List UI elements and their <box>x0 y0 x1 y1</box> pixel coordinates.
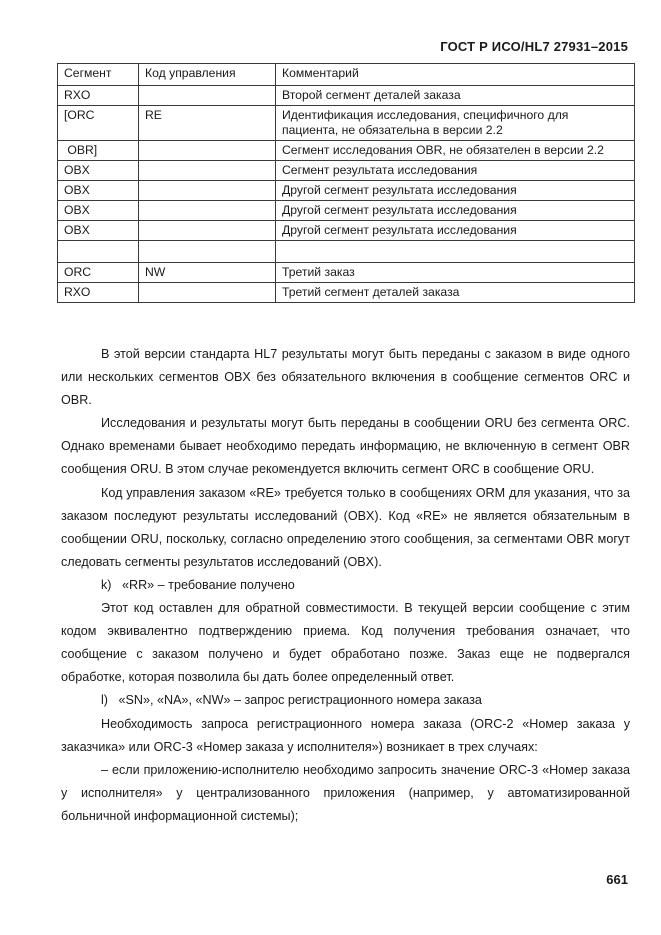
column-header-segment: Сегмент <box>58 64 139 86</box>
table-row <box>58 221 635 241</box>
cell-segment: OBR] <box>58 141 139 161</box>
cell-code <box>139 201 276 221</box>
table-row <box>58 86 635 106</box>
table-row <box>58 283 635 303</box>
paragraph: – если приложению-исполнителю необходимо запросить значение ORC-3 «Номер заказа у исполнителя» у централизованного приложения (например, у автоматизированной больничной информационной системы); <box>61 762 630 823</box>
cell-segment: RXO <box>58 86 139 106</box>
cell-code: NW <box>139 263 276 283</box>
cell-code <box>139 141 276 161</box>
page-number: 661 <box>606 872 628 887</box>
cell-comment: Идентификация исследования, специфичного для пациента, не обязательна в версии 2.2 <box>276 106 635 141</box>
table-row <box>58 181 635 201</box>
cell-segment: OBX <box>58 161 139 181</box>
body-text <box>61 343 630 828</box>
paragraph: Код управления заказом «RE» требуется только в сообщениях ORM для указания, что за заказом последуют результаты исследований (OBX). Код «RE» не является обязательным в сообщении ORU, поскольку, согласно определению этого сообщения, за сегментами OBR могут следовать сегменты результатов исследований (OBX). <box>61 485 630 569</box>
cell-comment <box>276 241 635 263</box>
table-row <box>58 263 635 283</box>
cell-code <box>139 161 276 181</box>
table-row <box>58 161 635 181</box>
table-row <box>58 106 635 141</box>
paragraph: Этот код оставлен для обратной совместимости. В текущей версии сообщение с этим кодом эквивалентно подтверждению приема. Код получения требования означает, что сообщение с заказом получено и будет обработано позже. Заказ еще не подвергался обработке, которая позволила бы дать более определенный ответ. <box>61 601 630 685</box>
paragraph: Исследования и результаты могут быть переданы в сообщении ORU без сегмента ORC. Однако временами бывает необходимо передать информацию, не включенную в сегмент OBR сообщения ORU. В этом случае рекомендуется включить сегмент ORC в сообщение ORU. <box>61 416 630 477</box>
column-header-code: Код управления <box>139 64 276 86</box>
cell-comment: Третий сегмент деталей заказа <box>276 283 635 303</box>
cell-segment: OBX <box>58 181 139 201</box>
paragraph: В этой версии стандарта HL7 результаты могут быть переданы с заказом в виде одного или нескольких сегментов OBX без обязательного включения в сообщение сегментов ORC и OBR. <box>61 347 630 408</box>
cell-segment <box>58 241 139 263</box>
list-item-k: k) «RR» – требование получено <box>101 577 295 592</box>
table-header-row <box>58 64 635 86</box>
table-row <box>58 201 635 221</box>
cell-code <box>139 283 276 303</box>
cell-comment: Сегмент результата исследования <box>276 161 635 181</box>
list-item-l: l) «SN», «NA», «NW» – запрос регистрационного номера заказа <box>101 693 482 708</box>
cell-comment: Другой сегмент результата исследования <box>276 181 635 201</box>
cell-comment: Третий заказ <box>276 263 635 283</box>
table-row <box>58 141 635 161</box>
document-header: ГОСТ Р ИСО/HL7 27931–2015 <box>440 39 628 54</box>
cell-code <box>139 241 276 263</box>
cell-segment: ORC <box>58 263 139 283</box>
segment-table <box>57 63 635 303</box>
cell-segment: OBX <box>58 201 139 221</box>
cell-segment: [ORC <box>58 106 139 141</box>
cell-comment: Сегмент исследования OBR, не обязателен в версии 2.2 <box>276 141 635 161</box>
cell-code <box>139 221 276 241</box>
paragraph: Необходимость запроса регистрационного номера заказа (ORC-2 «Номер заказа у заказчика» или ORC-3 «Номер заказа у исполнителя») возникает в трех случаях: <box>61 716 630 754</box>
cell-comment: Другой сегмент результата исследования <box>276 221 635 241</box>
cell-segment: OBX <box>58 221 139 241</box>
cell-segment: RXO <box>58 283 139 303</box>
cell-code: RE <box>139 106 276 141</box>
cell-comment: Другой сегмент результата исследования <box>276 201 635 221</box>
column-header-comment: Комментарий <box>276 64 635 86</box>
table-row-empty <box>58 241 635 263</box>
cell-code <box>139 86 276 106</box>
cell-comment: Второй сегмент деталей заказа <box>276 86 635 106</box>
cell-code <box>139 181 276 201</box>
